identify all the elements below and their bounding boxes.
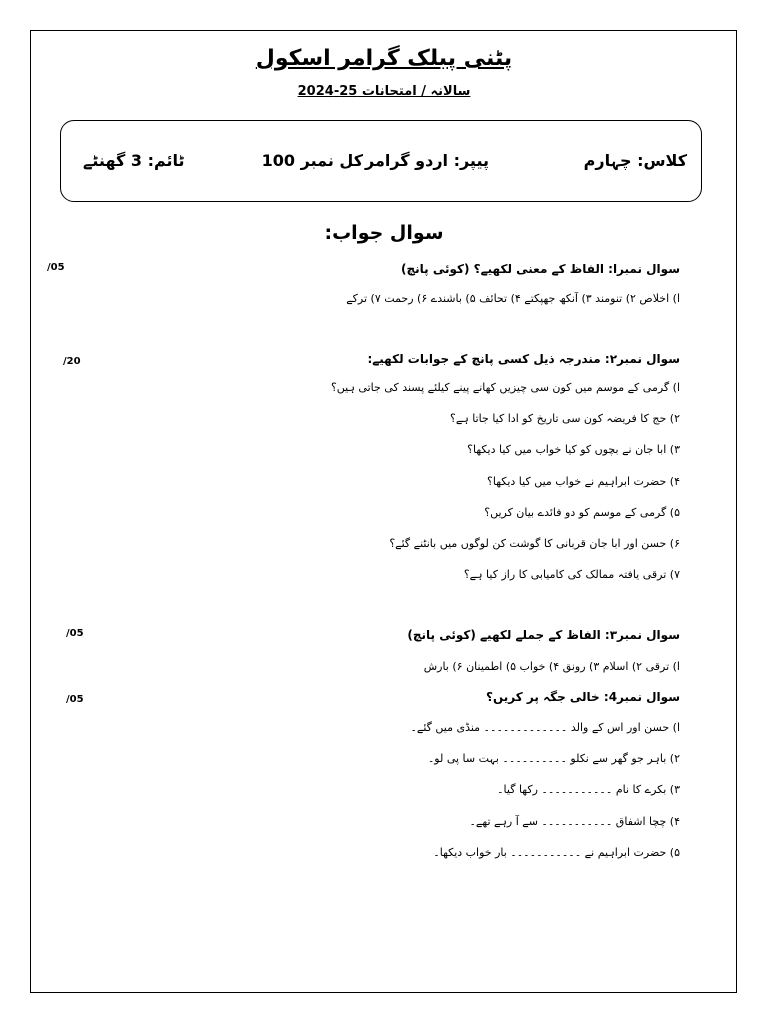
question-4-line-1: ا) حسن اور اس کے والد ۔۔۔۔۔۔۔۔۔۔۔۔۔ منڈی میں گئے۔: [410, 721, 680, 734]
paper-label: پیپر: اردو گرامر: [364, 151, 489, 170]
question-2-line-1: ا) گرمی کے موسم میں کون سی چیزیں کھانے پینے کیلئے پسند کی جاتی ہیں؟: [330, 381, 680, 394]
question-4-line-3: ۳) بکرے کا نام ۔۔۔۔۔۔۔۔۔۔۔ رکھا گیا۔: [497, 783, 680, 796]
question-2-line-4: ۴) حضرت ابراہیم نے خواب میں کیا دیکھا؟: [487, 475, 680, 488]
question-3-line: ا) ترقی ۲) اسلام ۳) رونق ۴) خواب ۵) اطمینان ۶) بارش: [423, 660, 680, 673]
question-4-line-2: ۲) باہر جو گھر سے نکلو ۔۔۔۔۔۔۔۔۔۔ بہت سا پی لو۔: [427, 752, 680, 765]
question-4-title: سوال نمبر4: خالی جگہ پر کریں؟: [486, 690, 680, 704]
question-4-line-4: ۴) چچا اشفاق ۔۔۔۔۔۔۔۔۔۔۔ سے آ رہے تھے۔: [469, 815, 680, 828]
question-2-line-2: ۲) حج کا فریضہ کون سی تاریخ کو ادا کیا جاتا ہے؟: [450, 412, 680, 425]
question-1-title: سوال نمبرا: الفاظ کے معنی لکھیے؟ (کوئی پانچ): [401, 262, 680, 276]
exam-title: سالانہ / امتحانات 25-2024: [297, 84, 471, 99]
question-2-line-5: ۵) گرمی کے موسم کو دو فائدے بیان کریں؟: [484, 506, 680, 519]
question-2-marks: /20: [63, 356, 81, 367]
question-2-line-7: ۷) ترقی یافتہ ممالک کی کامیابی کا راز کیا ہے؟: [463, 568, 680, 581]
question-3-title: سوال نمبر۳: الفاظ کے جملے لکھیے (کوئی پانچ): [407, 628, 680, 642]
total-marks-label: کل نمبر 100: [261, 151, 363, 170]
question-4-marks: /05: [66, 694, 84, 705]
question-2-title: سوال نمبر۲: مندرجہ ذیل کسی پانچ کے جوابات لکھیے:: [367, 352, 680, 366]
question-4-line-5: ۵) حضرت ابراہیم نے ۔۔۔۔۔۔۔۔۔۔۔ بار خواب دیکھا۔: [433, 846, 680, 859]
class-label: کلاس: چہارم: [583, 151, 687, 170]
time-label: ٹائم: 3 گھنٹے: [83, 151, 185, 170]
question-1-marks: /05: [47, 262, 65, 273]
section-title: سوال جواب:: [324, 222, 444, 244]
question-2-line-3: ۳) ابا جان نے بچوں کو کیا خواب میں کیا دیکھا؟: [467, 443, 680, 456]
question-3-marks: /05: [66, 628, 84, 639]
school-name: پٹنی پبلک گرامر اسکول: [255, 46, 513, 71]
question-1-line: ا) اخلاص ۲) تنومند ۳) آنکھ جھپکتے ۴) تحائف ۵) باشندے ۶) رحمت ۷) ترکے: [346, 292, 680, 305]
question-2-line-6: ۶) حسن اور ابا جان قربانی کا گوشت کن لوگوں میں بانٹنے گئے؟: [389, 537, 680, 550]
info-box: [60, 120, 702, 202]
